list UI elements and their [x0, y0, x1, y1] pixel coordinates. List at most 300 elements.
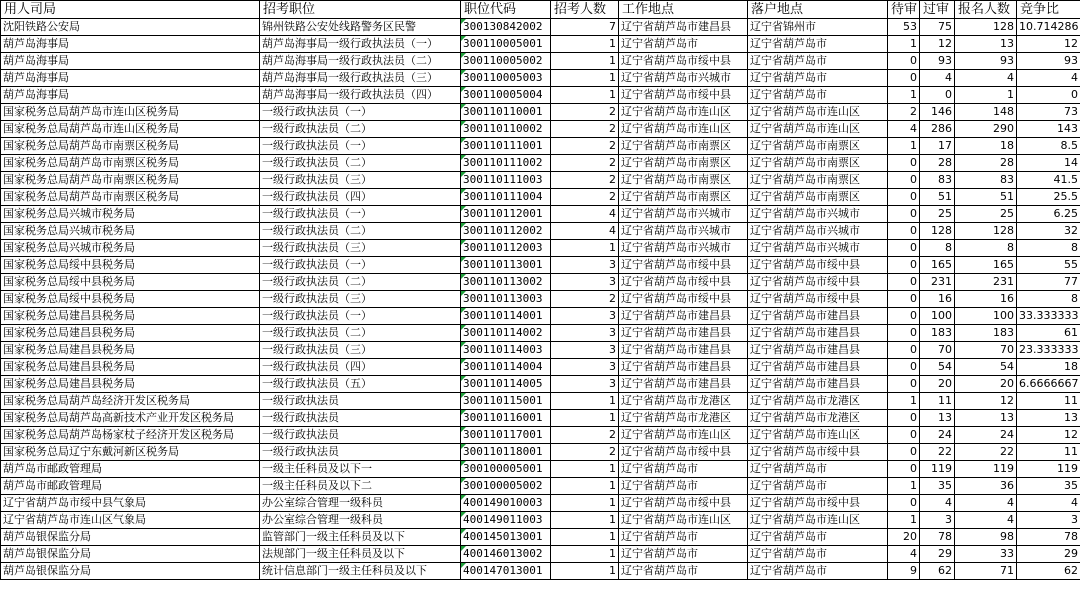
cell-department[interactable]: 辽宁省葫芦岛市绥中县气象局	[1, 495, 260, 512]
cell-applicants[interactable]: 51	[955, 189, 1017, 206]
cell-competition-ratio[interactable]: 8	[1017, 291, 1080, 308]
cell-work-location[interactable]: 辽宁省葫芦岛市绥中县	[619, 87, 748, 104]
cell-work-location[interactable]: 辽宁省葫芦岛市	[619, 546, 748, 563]
cell-position-code[interactable]: 400147013001	[461, 563, 551, 580]
cell-applicants[interactable]: 1	[955, 87, 1017, 104]
header-work-location[interactable]: 工作地点	[619, 1, 748, 19]
cell-position-code[interactable]: 300100005001	[461, 461, 551, 478]
cell-hire-count[interactable]: 3	[551, 274, 619, 291]
cell-position-code[interactable]: 300110110001	[461, 104, 551, 121]
cell-work-location[interactable]: 辽宁省葫芦岛市	[619, 563, 748, 580]
cell-hire-count[interactable]: 2	[551, 189, 619, 206]
cell-work-location[interactable]: 辽宁省葫芦岛市连山区	[619, 427, 748, 444]
cell-residence-location[interactable]: 辽宁省葫芦岛市龙港区	[748, 393, 888, 410]
cell-work-location[interactable]: 辽宁省葫芦岛市建昌县	[619, 325, 748, 342]
cell-work-location[interactable]: 辽宁省葫芦岛市建昌县	[619, 19, 748, 36]
header-hire-count[interactable]: 招考人数	[551, 1, 619, 19]
cell-pending[interactable]: 20	[888, 529, 920, 546]
cell-pending[interactable]: 0	[888, 291, 920, 308]
cell-residence-location[interactable]: 辽宁省葫芦岛市建昌县	[748, 359, 888, 376]
cell-work-location[interactable]: 辽宁省葫芦岛市连山区	[619, 512, 748, 529]
cell-residence-location[interactable]: 辽宁省葫芦岛市建昌县	[748, 342, 888, 359]
cell-position[interactable]: 一级行政执法员（一）	[260, 138, 461, 155]
cell-residence-location[interactable]: 辽宁省葫芦岛市连山区	[748, 121, 888, 138]
cell-pending[interactable]: 0	[888, 172, 920, 189]
cell-residence-location[interactable]: 辽宁省葫芦岛市	[748, 546, 888, 563]
cell-residence-location[interactable]: 辽宁省葫芦岛市建昌县	[748, 308, 888, 325]
cell-competition-ratio[interactable]: 3	[1017, 512, 1080, 529]
cell-position-code[interactable]: 300110111004	[461, 189, 551, 206]
cell-pending[interactable]: 0	[888, 223, 920, 240]
cell-residence-location[interactable]: 辽宁省葫芦岛市绥中县	[748, 495, 888, 512]
cell-work-location[interactable]: 辽宁省葫芦岛市南票区	[619, 189, 748, 206]
cell-approved[interactable]: 100	[920, 308, 955, 325]
cell-work-location[interactable]: 辽宁省葫芦岛市绥中县	[619, 444, 748, 461]
cell-applicants[interactable]: 4	[955, 512, 1017, 529]
cell-pending[interactable]: 0	[888, 240, 920, 257]
cell-competition-ratio[interactable]: 119	[1017, 461, 1080, 478]
cell-residence-location[interactable]: 辽宁省葫芦岛市南票区	[748, 155, 888, 172]
cell-position-code[interactable]: 300110116001	[461, 410, 551, 427]
header-approved[interactable]: 过审	[920, 1, 955, 19]
cell-work-location[interactable]: 辽宁省葫芦岛市建昌县	[619, 308, 748, 325]
cell-department[interactable]: 沈阳铁路公安局	[1, 19, 260, 36]
cell-residence-location[interactable]: 辽宁省葫芦岛市兴城市	[748, 206, 888, 223]
cell-residence-location[interactable]: 辽宁省葫芦岛市连山区	[748, 104, 888, 121]
cell-competition-ratio[interactable]: 8	[1017, 240, 1080, 257]
cell-competition-ratio[interactable]: 77	[1017, 274, 1080, 291]
cell-department[interactable]: 葫芦岛银保监分局	[1, 546, 260, 563]
cell-pending[interactable]: 0	[888, 206, 920, 223]
cell-position-code[interactable]: 300110114003	[461, 342, 551, 359]
cell-residence-location[interactable]: 辽宁省葫芦岛市	[748, 478, 888, 495]
cell-position[interactable]: 办公室综合管理一级科员	[260, 495, 461, 512]
cell-applicants[interactable]: 128	[955, 19, 1017, 36]
cell-hire-count[interactable]: 1	[551, 563, 619, 580]
cell-position[interactable]: 一级行政执法员（一）	[260, 257, 461, 274]
cell-applicants[interactable]: 4	[955, 495, 1017, 512]
cell-residence-location[interactable]: 辽宁省葫芦岛市	[748, 461, 888, 478]
cell-residence-location[interactable]: 辽宁省葫芦岛市	[748, 87, 888, 104]
cell-hire-count[interactable]: 4	[551, 223, 619, 240]
cell-work-location[interactable]: 辽宁省葫芦岛市绥中县	[619, 291, 748, 308]
cell-work-location[interactable]: 辽宁省葫芦岛市兴城市	[619, 70, 748, 87]
cell-applicants[interactable]: 290	[955, 121, 1017, 138]
cell-position-code[interactable]: 300110118001	[461, 444, 551, 461]
cell-applicants[interactable]: 128	[955, 223, 1017, 240]
cell-work-location[interactable]: 辽宁省葫芦岛市绥中县	[619, 274, 748, 291]
cell-approved[interactable]: 54	[920, 359, 955, 376]
cell-competition-ratio[interactable]: 93	[1017, 53, 1080, 70]
cell-applicants[interactable]: 119	[955, 461, 1017, 478]
cell-department[interactable]: 国家税务总局辽宁东戴河新区税务局	[1, 444, 260, 461]
cell-pending[interactable]: 4	[888, 546, 920, 563]
cell-department[interactable]: 国家税务总局葫芦岛市南票区税务局	[1, 172, 260, 189]
cell-hire-count[interactable]: 2	[551, 427, 619, 444]
cell-competition-ratio[interactable]: 12	[1017, 36, 1080, 53]
header-position[interactable]: 招考职位	[260, 1, 461, 19]
cell-hire-count[interactable]: 1	[551, 461, 619, 478]
cell-competition-ratio[interactable]: 11	[1017, 444, 1080, 461]
header-position-code[interactable]: 职位代码	[461, 1, 551, 19]
cell-hire-count[interactable]: 3	[551, 359, 619, 376]
cell-residence-location[interactable]: 辽宁省葫芦岛市连山区	[748, 427, 888, 444]
cell-department[interactable]: 葫芦岛市邮政管理局	[1, 461, 260, 478]
cell-hire-count[interactable]: 1	[551, 529, 619, 546]
cell-position-code[interactable]: 300100005002	[461, 478, 551, 495]
cell-position[interactable]: 法规部门一级主任科员及以下	[260, 546, 461, 563]
cell-hire-count[interactable]: 2	[551, 155, 619, 172]
cell-position[interactable]: 一级行政执法员（二）	[260, 325, 461, 342]
cell-department[interactable]: 国家税务总局葫芦岛市连山区税务局	[1, 104, 260, 121]
cell-residence-location[interactable]: 辽宁省葫芦岛市	[748, 36, 888, 53]
cell-hire-count[interactable]: 2	[551, 121, 619, 138]
cell-position[interactable]: 葫芦岛海事局一级行政执法员（四）	[260, 87, 461, 104]
cell-applicants[interactable]: 22	[955, 444, 1017, 461]
cell-approved[interactable]: 25	[920, 206, 955, 223]
cell-position-code[interactable]: 300130842002	[461, 19, 551, 36]
cell-work-location[interactable]: 辽宁省葫芦岛市南票区	[619, 172, 748, 189]
cell-department[interactable]: 葫芦岛海事局	[1, 53, 260, 70]
cell-competition-ratio[interactable]: 0	[1017, 87, 1080, 104]
cell-position[interactable]: 一级行政执法员（二）	[260, 155, 461, 172]
cell-department[interactable]: 国家税务总局建昌县税务局	[1, 308, 260, 325]
cell-hire-count[interactable]: 3	[551, 342, 619, 359]
cell-position-code[interactable]: 400145013001	[461, 529, 551, 546]
cell-hire-count[interactable]: 3	[551, 376, 619, 393]
header-residence-location[interactable]: 落户地点	[748, 1, 888, 19]
cell-position[interactable]: 一级行政执法员（一）	[260, 308, 461, 325]
cell-pending[interactable]: 1	[888, 478, 920, 495]
cell-pending[interactable]: 0	[888, 257, 920, 274]
cell-residence-location[interactable]: 辽宁省葫芦岛市绥中县	[748, 444, 888, 461]
cell-department[interactable]: 葫芦岛海事局	[1, 70, 260, 87]
cell-pending[interactable]: 0	[888, 70, 920, 87]
cell-applicants[interactable]: 71	[955, 563, 1017, 580]
cell-hire-count[interactable]: 1	[551, 410, 619, 427]
cell-position-code[interactable]: 300110112002	[461, 223, 551, 240]
cell-department[interactable]: 国家税务总局建昌县税务局	[1, 342, 260, 359]
cell-position[interactable]: 统计信息部门一级主任科员及以下	[260, 563, 461, 580]
cell-department[interactable]: 国家税务总局葫芦岛高新技术产业开发区税务局	[1, 410, 260, 427]
cell-department[interactable]: 国家税务总局绥中县税务局	[1, 291, 260, 308]
cell-pending[interactable]: 53	[888, 19, 920, 36]
cell-approved[interactable]: 16	[920, 291, 955, 308]
cell-position[interactable]: 锦州铁路公安处线路警务区民警	[260, 19, 461, 36]
cell-approved[interactable]: 83	[920, 172, 955, 189]
cell-residence-location[interactable]: 辽宁省葫芦岛市	[748, 70, 888, 87]
cell-position-code[interactable]: 300110113003	[461, 291, 551, 308]
cell-work-location[interactable]: 辽宁省葫芦岛市龙港区	[619, 410, 748, 427]
cell-position[interactable]: 葫芦岛海事局一级行政执法员（一）	[260, 36, 461, 53]
cell-hire-count[interactable]: 2	[551, 444, 619, 461]
cell-pending[interactable]: 9	[888, 563, 920, 580]
cell-position[interactable]: 一级行政执法员（四）	[260, 189, 461, 206]
cell-applicants[interactable]: 231	[955, 274, 1017, 291]
cell-position[interactable]: 一级行政执法员（二）	[260, 274, 461, 291]
cell-applicants[interactable]: 100	[955, 308, 1017, 325]
cell-department[interactable]: 国家税务总局建昌县税务局	[1, 376, 260, 393]
cell-position[interactable]: 一级行政执法员（二）	[260, 223, 461, 240]
cell-residence-location[interactable]: 辽宁省葫芦岛市	[748, 563, 888, 580]
cell-pending[interactable]: 2	[888, 104, 920, 121]
cell-work-location[interactable]: 辽宁省葫芦岛市	[619, 36, 748, 53]
cell-residence-location[interactable]: 辽宁省葫芦岛市龙港区	[748, 410, 888, 427]
cell-competition-ratio[interactable]: 62	[1017, 563, 1080, 580]
cell-pending[interactable]: 0	[888, 155, 920, 172]
cell-department[interactable]: 国家税务总局建昌县税务局	[1, 325, 260, 342]
header-competition-ratio[interactable]: 竞争比	[1017, 1, 1080, 19]
cell-position-code[interactable]: 300110111003	[461, 172, 551, 189]
cell-residence-location[interactable]: 辽宁省葫芦岛市	[748, 53, 888, 70]
cell-competition-ratio[interactable]: 61	[1017, 325, 1080, 342]
header-applicants[interactable]: 报名人数	[955, 1, 1017, 19]
cell-hire-count[interactable]: 1	[551, 70, 619, 87]
cell-work-location[interactable]: 辽宁省葫芦岛市南票区	[619, 155, 748, 172]
cell-approved[interactable]: 128	[920, 223, 955, 240]
cell-department[interactable]: 国家税务总局兴城市税务局	[1, 206, 260, 223]
cell-position-code[interactable]: 300110114005	[461, 376, 551, 393]
cell-applicants[interactable]: 12	[955, 393, 1017, 410]
cell-approved[interactable]: 29	[920, 546, 955, 563]
cell-position[interactable]: 一级主任科员及以下二	[260, 478, 461, 495]
cell-department[interactable]: 国家税务总局葫芦岛经济开发区税务局	[1, 393, 260, 410]
cell-work-location[interactable]: 辽宁省葫芦岛市建昌县	[619, 376, 748, 393]
cell-pending[interactable]: 1	[888, 512, 920, 529]
cell-department[interactable]: 国家税务总局葫芦岛市南票区税务局	[1, 189, 260, 206]
cell-department[interactable]: 国家税务总局绥中县税务局	[1, 274, 260, 291]
cell-competition-ratio[interactable]: 4	[1017, 70, 1080, 87]
cell-hire-count[interactable]: 3	[551, 257, 619, 274]
cell-approved[interactable]: 78	[920, 529, 955, 546]
cell-residence-location[interactable]: 辽宁省葫芦岛市南票区	[748, 189, 888, 206]
cell-pending[interactable]: 0	[888, 53, 920, 70]
cell-hire-count[interactable]: 1	[551, 478, 619, 495]
cell-position[interactable]: 一级行政执法员	[260, 444, 461, 461]
cell-position-code[interactable]: 300110111002	[461, 155, 551, 172]
cell-position-code[interactable]: 300110005004	[461, 87, 551, 104]
cell-position[interactable]: 一级行政执法员（三）	[260, 172, 461, 189]
cell-competition-ratio[interactable]: 18	[1017, 359, 1080, 376]
cell-hire-count[interactable]: 4	[551, 206, 619, 223]
cell-residence-location[interactable]: 辽宁省葫芦岛市南票区	[748, 172, 888, 189]
cell-applicants[interactable]: 36	[955, 478, 1017, 495]
cell-position[interactable]: 一级行政执法员	[260, 410, 461, 427]
cell-applicants[interactable]: 13	[955, 410, 1017, 427]
cell-department[interactable]: 辽宁省葫芦岛市连山区气象局	[1, 512, 260, 529]
cell-pending[interactable]: 0	[888, 444, 920, 461]
cell-position[interactable]: 葫芦岛海事局一级行政执法员（二）	[260, 53, 461, 70]
cell-hire-count[interactable]: 2	[551, 172, 619, 189]
cell-pending[interactable]: 0	[888, 461, 920, 478]
cell-position-code[interactable]: 400149011003	[461, 512, 551, 529]
cell-position-code[interactable]: 300110111001	[461, 138, 551, 155]
cell-approved[interactable]: 146	[920, 104, 955, 121]
cell-competition-ratio[interactable]: 35	[1017, 478, 1080, 495]
cell-position-code[interactable]: 300110112001	[461, 206, 551, 223]
cell-approved[interactable]: 8	[920, 240, 955, 257]
cell-hire-count[interactable]: 1	[551, 512, 619, 529]
cell-applicants[interactable]: 24	[955, 427, 1017, 444]
cell-approved[interactable]: 4	[920, 70, 955, 87]
cell-work-location[interactable]: 辽宁省葫芦岛市连山区	[619, 121, 748, 138]
cell-applicants[interactable]: 13	[955, 36, 1017, 53]
cell-hire-count[interactable]: 3	[551, 325, 619, 342]
cell-position-code[interactable]: 300110115001	[461, 393, 551, 410]
cell-approved[interactable]: 165	[920, 257, 955, 274]
cell-applicants[interactable]: 28	[955, 155, 1017, 172]
cell-work-location[interactable]: 辽宁省葫芦岛市	[619, 529, 748, 546]
cell-approved[interactable]: 62	[920, 563, 955, 580]
cell-residence-location[interactable]: 辽宁省葫芦岛市	[748, 529, 888, 546]
cell-position[interactable]: 一级行政执法员（三）	[260, 291, 461, 308]
cell-approved[interactable]: 75	[920, 19, 955, 36]
header-pending[interactable]: 待审	[888, 1, 920, 19]
cell-department[interactable]: 国家税务总局葫芦岛杨家杖子经济开发区税务局	[1, 427, 260, 444]
cell-hire-count[interactable]: 1	[551, 240, 619, 257]
cell-department[interactable]: 葫芦岛海事局	[1, 87, 260, 104]
cell-pending[interactable]: 1	[888, 393, 920, 410]
cell-competition-ratio[interactable]: 25.5	[1017, 189, 1080, 206]
cell-residence-location[interactable]: 辽宁省葫芦岛市建昌县	[748, 376, 888, 393]
cell-work-location[interactable]: 辽宁省葫芦岛市绥中县	[619, 257, 748, 274]
cell-work-location[interactable]: 辽宁省葫芦岛市龙港区	[619, 393, 748, 410]
cell-competition-ratio[interactable]: 6.25	[1017, 206, 1080, 223]
cell-work-location[interactable]: 辽宁省葫芦岛市南票区	[619, 138, 748, 155]
cell-department[interactable]: 国家税务总局葫芦岛市南票区税务局	[1, 155, 260, 172]
cell-competition-ratio[interactable]: 32	[1017, 223, 1080, 240]
cell-approved[interactable]: 35	[920, 478, 955, 495]
cell-department[interactable]: 国家税务总局葫芦岛市南票区税务局	[1, 138, 260, 155]
cell-position[interactable]: 一级行政执法员（三）	[260, 342, 461, 359]
cell-approved[interactable]: 4	[920, 495, 955, 512]
cell-residence-location[interactable]: 辽宁省锦州市	[748, 19, 888, 36]
cell-position-code[interactable]: 300110110002	[461, 121, 551, 138]
cell-applicants[interactable]: 183	[955, 325, 1017, 342]
cell-position[interactable]: 一级行政执法员（三）	[260, 240, 461, 257]
cell-department[interactable]: 国家税务总局绥中县税务局	[1, 257, 260, 274]
cell-hire-count[interactable]: 3	[551, 308, 619, 325]
cell-approved[interactable]: 70	[920, 342, 955, 359]
cell-approved[interactable]: 17	[920, 138, 955, 155]
cell-applicants[interactable]: 98	[955, 529, 1017, 546]
cell-residence-location[interactable]: 辽宁省葫芦岛市绥中县	[748, 257, 888, 274]
cell-approved[interactable]: 3	[920, 512, 955, 529]
cell-applicants[interactable]: 54	[955, 359, 1017, 376]
cell-position-code[interactable]: 300110005002	[461, 53, 551, 70]
cell-approved[interactable]: 0	[920, 87, 955, 104]
cell-approved[interactable]: 93	[920, 53, 955, 70]
cell-position[interactable]: 一级主任科员及以下一	[260, 461, 461, 478]
cell-hire-count[interactable]: 1	[551, 495, 619, 512]
cell-position[interactable]: 办公室综合管理一级科员	[260, 512, 461, 529]
cell-competition-ratio[interactable]: 23.333333	[1017, 342, 1080, 359]
cell-hire-count[interactable]: 1	[551, 393, 619, 410]
cell-position-code[interactable]: 400149010003	[461, 495, 551, 512]
cell-work-location[interactable]: 辽宁省葫芦岛市建昌县	[619, 359, 748, 376]
cell-work-location[interactable]: 辽宁省葫芦岛市绥中县	[619, 495, 748, 512]
header-department[interactable]: 用人司局	[1, 1, 260, 19]
cell-work-location[interactable]: 辽宁省葫芦岛市兴城市	[619, 206, 748, 223]
cell-work-location[interactable]: 辽宁省葫芦岛市连山区	[619, 104, 748, 121]
cell-residence-location[interactable]: 辽宁省葫芦岛市绥中县	[748, 291, 888, 308]
cell-applicants[interactable]: 18	[955, 138, 1017, 155]
cell-applicants[interactable]: 33	[955, 546, 1017, 563]
cell-pending[interactable]: 4	[888, 121, 920, 138]
cell-position-code[interactable]: 300110005001	[461, 36, 551, 53]
cell-position-code[interactable]: 300110114004	[461, 359, 551, 376]
cell-approved[interactable]: 119	[920, 461, 955, 478]
cell-pending[interactable]: 1	[888, 87, 920, 104]
cell-pending[interactable]: 0	[888, 427, 920, 444]
cell-competition-ratio[interactable]: 6.6666667	[1017, 376, 1080, 393]
cell-competition-ratio[interactable]: 78	[1017, 529, 1080, 546]
cell-applicants[interactable]: 148	[955, 104, 1017, 121]
cell-competition-ratio[interactable]: 11	[1017, 393, 1080, 410]
cell-applicants[interactable]: 16	[955, 291, 1017, 308]
cell-competition-ratio[interactable]: 33.333333	[1017, 308, 1080, 325]
cell-work-location[interactable]: 辽宁省葫芦岛市建昌县	[619, 342, 748, 359]
cell-pending[interactable]: 0	[888, 495, 920, 512]
cell-applicants[interactable]: 4	[955, 70, 1017, 87]
cell-pending[interactable]: 0	[888, 376, 920, 393]
cell-department[interactable]: 葫芦岛银保监分局	[1, 529, 260, 546]
cell-position-code[interactable]: 300110112003	[461, 240, 551, 257]
cell-hire-count[interactable]: 2	[551, 104, 619, 121]
cell-approved[interactable]: 28	[920, 155, 955, 172]
cell-applicants[interactable]: 83	[955, 172, 1017, 189]
cell-position-code[interactable]: 300110114001	[461, 308, 551, 325]
cell-department[interactable]: 葫芦岛银保监分局	[1, 563, 260, 580]
cell-position-code[interactable]: 300110113002	[461, 274, 551, 291]
cell-residence-location[interactable]: 辽宁省葫芦岛市兴城市	[748, 223, 888, 240]
cell-approved[interactable]: 13	[920, 410, 955, 427]
cell-pending[interactable]: 0	[888, 342, 920, 359]
cell-competition-ratio[interactable]: 73	[1017, 104, 1080, 121]
cell-position[interactable]: 监管部门一级主任科员及以下	[260, 529, 461, 546]
cell-approved[interactable]: 183	[920, 325, 955, 342]
cell-applicants[interactable]: 165	[955, 257, 1017, 274]
cell-approved[interactable]: 24	[920, 427, 955, 444]
cell-hire-count[interactable]: 7	[551, 19, 619, 36]
cell-department[interactable]: 葫芦岛市邮政管理局	[1, 478, 260, 495]
cell-residence-location[interactable]: 辽宁省葫芦岛市连山区	[748, 512, 888, 529]
cell-competition-ratio[interactable]: 143	[1017, 121, 1080, 138]
cell-department[interactable]: 国家税务总局兴城市税务局	[1, 240, 260, 257]
cell-work-location[interactable]: 辽宁省葫芦岛市	[619, 461, 748, 478]
cell-pending[interactable]: 1	[888, 138, 920, 155]
cell-applicants[interactable]: 93	[955, 53, 1017, 70]
cell-applicants[interactable]: 8	[955, 240, 1017, 257]
cell-position-code[interactable]: 300110113001	[461, 257, 551, 274]
cell-hire-count[interactable]: 1	[551, 53, 619, 70]
cell-competition-ratio[interactable]: 12	[1017, 427, 1080, 444]
cell-residence-location[interactable]: 辽宁省葫芦岛市南票区	[748, 138, 888, 155]
cell-approved[interactable]: 12	[920, 36, 955, 53]
cell-competition-ratio[interactable]: 13	[1017, 410, 1080, 427]
cell-competition-ratio[interactable]: 29	[1017, 546, 1080, 563]
cell-position-code[interactable]: 300110117001	[461, 427, 551, 444]
cell-department[interactable]: 国家税务总局葫芦岛市连山区税务局	[1, 121, 260, 138]
cell-applicants[interactable]: 25	[955, 206, 1017, 223]
cell-pending[interactable]: 0	[888, 410, 920, 427]
cell-approved[interactable]: 51	[920, 189, 955, 206]
cell-competition-ratio[interactable]: 8.5	[1017, 138, 1080, 155]
cell-residence-location[interactable]: 辽宁省葫芦岛市兴城市	[748, 240, 888, 257]
cell-pending[interactable]: 0	[888, 359, 920, 376]
cell-department[interactable]: 国家税务总局建昌县税务局	[1, 359, 260, 376]
cell-pending[interactable]: 0	[888, 308, 920, 325]
